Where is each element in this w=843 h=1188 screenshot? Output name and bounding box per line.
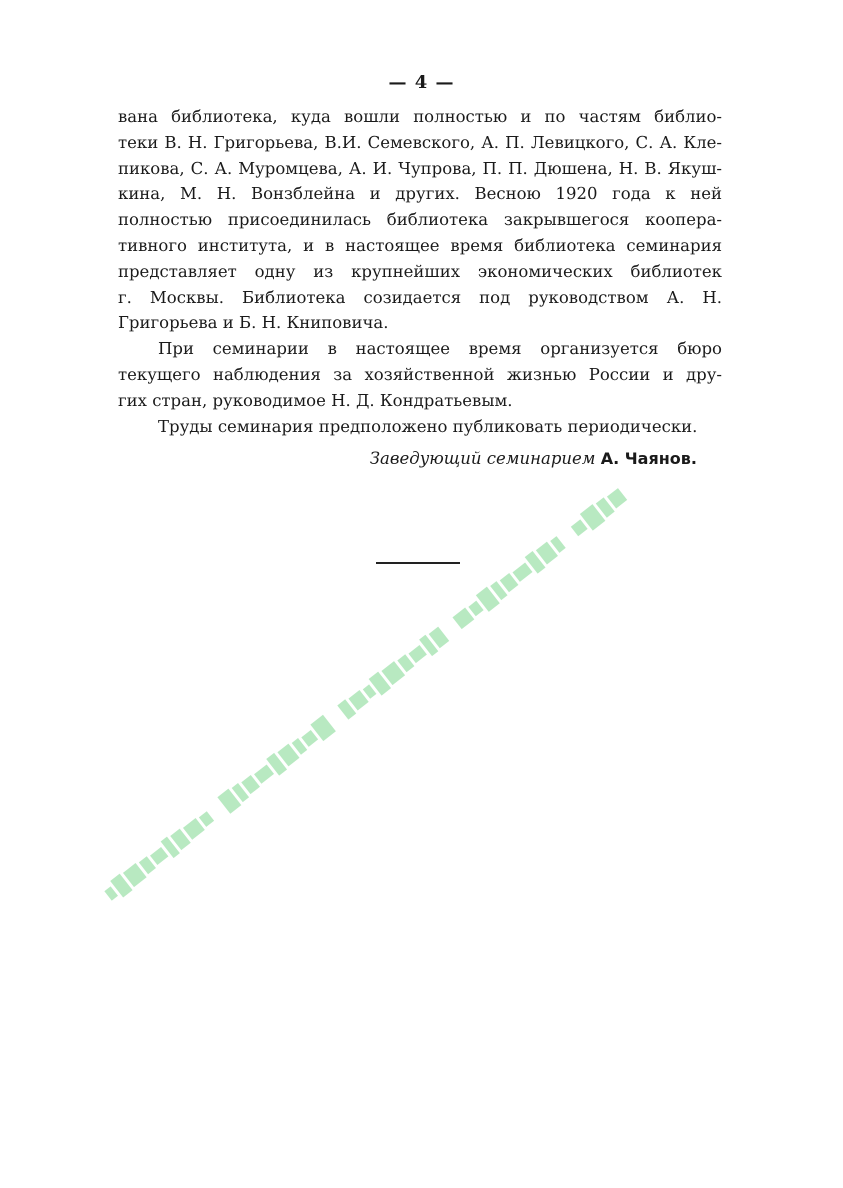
watermark-block (363, 684, 377, 698)
watermark-block (150, 847, 168, 865)
watermark-block (550, 536, 566, 553)
text-line: текущего наблюдения за хозяйственной жизнью России и дру- (118, 364, 722, 384)
watermark-block (348, 690, 368, 710)
watermark-block (292, 738, 308, 755)
text-line: г. Москвы. Библиотека созидается под руководством А. Н. (118, 287, 722, 307)
watermark-graphic (99, 479, 636, 907)
signature-role: Заведующий семинарием (369, 449, 596, 468)
watermark-block (277, 744, 299, 767)
watermark-block (183, 818, 205, 840)
watermark-block (468, 601, 483, 617)
text-line: полностью присоединилась библиотека закрывшегося коопера- (118, 210, 722, 230)
watermark-block (580, 504, 606, 530)
watermark-block (139, 856, 156, 874)
paragraph-publications (118, 414, 722, 440)
page-number: — 4 — (388, 72, 455, 93)
watermark-block (241, 775, 260, 794)
watermark-block (110, 874, 132, 898)
watermark-block (104, 886, 118, 900)
watermark-block (536, 542, 558, 565)
end-rule (376, 562, 460, 564)
watermark-block (512, 563, 532, 582)
paragraph-bureau (118, 336, 722, 413)
watermark-block (310, 715, 336, 741)
text-line: представляет одну из крупнейших экономических библиотек (118, 261, 722, 281)
watermark-block (476, 587, 500, 612)
text-line: Труды семинария предположено публиковать периодически. (158, 416, 698, 436)
diagonal-watermark (99, 479, 636, 907)
text-line: теки В. Н. Григорьева, В.И. Семевского, А. П. Левицкого, С. А. Кле- (118, 132, 722, 152)
text-line: кина, М. Н. Вонзблейна и других. Весною 1920 года к ней (118, 184, 722, 204)
text-line: При семинарии в настоящее время организуется бюро (158, 339, 722, 359)
watermark-block (301, 730, 318, 747)
watermark-block (170, 829, 191, 851)
watermark-block (217, 789, 241, 814)
watermark-block (500, 573, 519, 592)
text-line: Григорьева и Б. Н. Книповича. (118, 313, 389, 333)
watermark-block (381, 661, 405, 685)
watermark-block (525, 551, 546, 574)
watermark-block (397, 654, 414, 672)
paragraph-library (118, 104, 722, 336)
watermark-block (490, 581, 507, 600)
watermark-block (199, 811, 214, 827)
watermark-block (571, 519, 588, 536)
text-line: гих стран, руководимое Н. Д. Кондратьевым. (118, 390, 513, 410)
watermark-block (607, 488, 627, 508)
watermark-block (337, 699, 356, 719)
signature-name: А. Чаянов. (600, 449, 697, 468)
watermark-block (429, 627, 450, 649)
watermark-block (408, 645, 426, 663)
text-line: тивного института, и в настоящее время библиотека семинария (118, 235, 722, 255)
watermark-block (232, 783, 249, 802)
watermark-block (419, 635, 438, 656)
watermark-block (161, 837, 180, 858)
watermark-block (596, 497, 615, 517)
watermark-block (123, 863, 147, 887)
watermark-block (266, 753, 287, 776)
signature (370, 449, 697, 468)
text-line: вана библиотека, куда вошли полностью и по частям библио- (118, 107, 722, 126)
watermark-block (254, 764, 274, 783)
text-line: пикова, С. А. Муромцева, А. И. Чупрова, П. П. Дюшена, Н. В. Якуш- (118, 158, 722, 178)
watermark-block (369, 672, 391, 696)
watermark-block (452, 608, 474, 630)
body-text (118, 104, 722, 439)
